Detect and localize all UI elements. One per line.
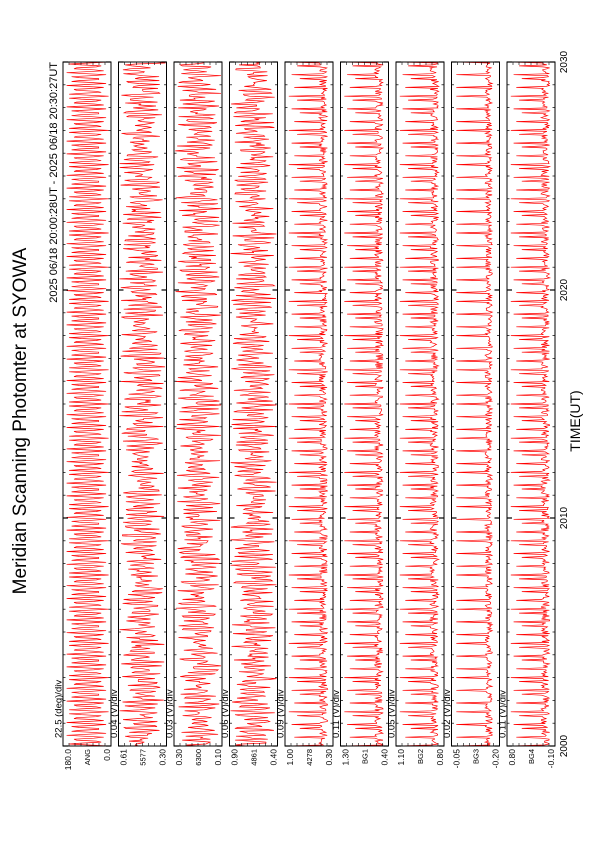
unit-label-p9: BG4	[527, 749, 536, 765]
ymax-label-p8: -0.05	[451, 749, 462, 769]
ymin-label-p9: -0.10	[546, 749, 556, 769]
scale-label-p2: 0.04 (V)/div	[109, 689, 120, 738]
ymax-label-p6: 1.30	[340, 749, 351, 766]
unit-label-p6: BG1	[360, 749, 370, 765]
time-range: 2025 06/18 20:00:28UT - 2025 06/18 20:30:27UT	[48, 62, 60, 303]
ymax-label-p2: 0.61	[118, 749, 129, 766]
ymax-label-p5: 1.00	[285, 749, 295, 766]
x-axis-label: TIME(UT)	[567, 390, 583, 452]
ymax-label-p4: 0.90	[229, 749, 240, 766]
ymin-label-p5: 0.30	[324, 749, 334, 766]
scale-label-p6: 0.11 (V)/div	[331, 690, 342, 738]
unit-label-p8: BG3	[471, 749, 481, 765]
x-tick-2020: 2020	[559, 278, 570, 302]
unit-label-p3: 6300	[194, 749, 203, 766]
ymin-label-p8: -0.20	[490, 749, 501, 769]
x-tick-2010: 2010	[559, 506, 570, 530]
ymax-label-p3: 0.30	[174, 749, 184, 766]
unit-label-p5: 4278	[305, 749, 314, 766]
ymin-label-p4: 0.40	[268, 749, 279, 766]
chart-title: Meridian Scanning Photomter at SYOWA	[10, 247, 31, 595]
unit-label-p7: BG2	[416, 749, 425, 765]
scale-label-p9: 0.11 (V)/div	[497, 690, 509, 738]
unit-label-p2: 5577	[138, 749, 148, 766]
ymin-label-p7: 0.80	[435, 749, 445, 766]
x-tick-2030: 2030	[559, 50, 570, 74]
ymax-label-p7: 1.10	[396, 749, 406, 766]
scale-label-p3: 0.03 (V)/div	[164, 689, 176, 738]
ymin-label-p3: 0.10	[213, 749, 223, 766]
scale-label-p5: 0.09 (V)/div	[275, 689, 287, 738]
unit-label-p4: 4861	[249, 749, 259, 766]
unit-label-p1: ANG	[83, 749, 92, 766]
x-tick-2000: 2000	[559, 734, 570, 758]
scale-label-p1: 22.5 (deg)/div	[53, 679, 65, 738]
ymax-label-p9: 0.80	[507, 749, 517, 766]
ymax-label-p1: 180.0	[63, 749, 73, 771]
ymin-label-p6: 0.40	[379, 749, 390, 766]
scale-label-p4: 0.06 (V)/div	[220, 689, 231, 738]
ymin-label-p1: 0.0	[102, 749, 112, 761]
scale-label-p8: 0.02 (V)/div	[442, 689, 453, 738]
scale-label-p7: 0.05 (V)/div	[386, 689, 398, 738]
ymin-label-p2: 0.30	[157, 749, 168, 766]
